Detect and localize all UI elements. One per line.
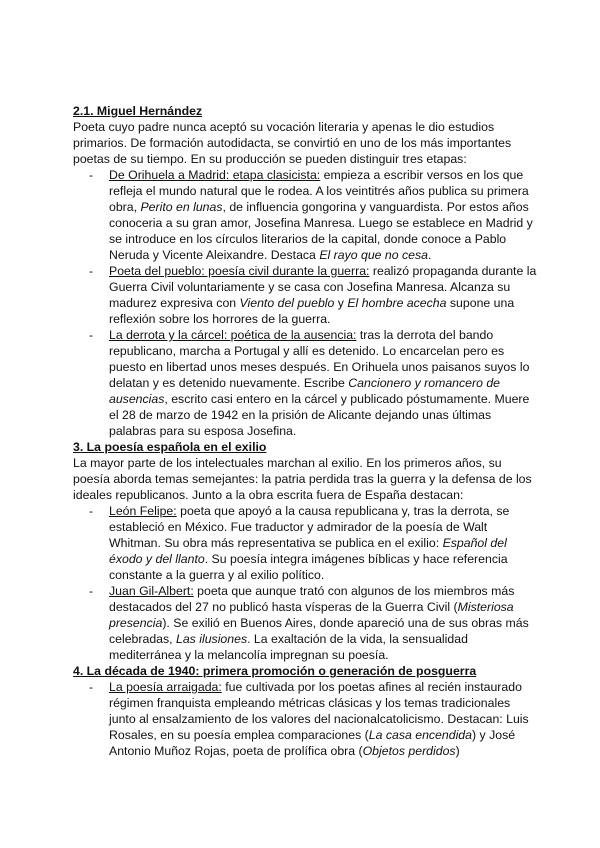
item-text: realizó propaganda durante la Guerra Civil voluntariamente y se casa con Josefina Manresa. Alcanza su madurez expresiva con — [109, 264, 537, 310]
item-text: , de influencia gongorina y vanguardista. Por estos años conoceria a su gran amor, Josefina Manresa. Luego se establece en Madrid y se introduce en los círculos literarios de la capital, donde conoce a Pablo Neruda y Vicente Aleixandre. Destaca — [109, 200, 533, 262]
item-text: fue cultivada por los poetas afines al recién instaurado régimen franquista empleando métricas clásicas y los temas tradicionales junto al ensalzamiento de los valores del nacionalcatolicismo. Destacan: Luis Rosales, en su poesía emplea comparaciones ( — [109, 680, 529, 742]
list-item — [109, 503, 540, 583]
section-heading: 2.1. Miguel Hernández — [73, 104, 203, 118]
item-label: Poeta del pueblo: poesía civil durante la guerra: — [109, 264, 370, 278]
work-title: Misteriosa presencia — [109, 600, 514, 630]
work-title: Español del éxodo y del llanto — [109, 536, 507, 566]
work-title: La casa encendida — [368, 728, 472, 742]
work-title: Perito en lunas — [140, 200, 223, 214]
work-title: El hombre acecha — [347, 296, 447, 310]
item-label: La derrota y la cárcel: poética de la ausencia: — [109, 328, 357, 342]
work-title: El rayo que no cesa — [319, 248, 429, 262]
bullet-list — [73, 679, 540, 759]
section-intro: Poeta cuyo padre nunca aceptó su vocación literaria y apenas le dio estudios primarios. De formación autodidacta, se convirtió en uno de los más importantes poetas de su tiempo. En su producción se pueden distinguir tres etapas: — [73, 120, 512, 166]
list-item — [109, 327, 540, 439]
item-text: . — [428, 248, 432, 262]
list-item — [109, 263, 540, 327]
bullet-list — [73, 167, 540, 439]
section-intro: La mayor parte de los intelectuales marchan al exilio. En los primeros años, su poesía aborda temas semejantes: la patria perdida tras la guerra y la defensa de los ideales republicanos. Junto a la obra escrita fuera de España destacan: — [73, 456, 532, 502]
item-text: supone una reflexión sobre los horrores de la guerra. — [109, 296, 515, 326]
list-item — [109, 167, 540, 263]
section-heading: 3. La poesía española en el exilio — [73, 440, 267, 454]
item-text: ) — [455, 744, 460, 758]
item-text: poeta que apoyó a la causa republicana y, tras la derrota, se estableció en México. Fue traductor y admirador de la poesía de Walt Whitman. Su obra más representativa se publica en el exilio: — [109, 504, 510, 550]
work-title: Objetos perdidos — [362, 744, 456, 758]
item-text: poeta que aunque trató con algunos de los miembros más destacados del 27 no publicó hasta vísperas de la Guerra Civil ( — [109, 584, 515, 614]
item-text: , escrito casi entero en la cárcel y publicado póstumamente. Muere el 28 de marzo de 1942 en la prisión de Alicante dejando unas últimas palabras para su esposa Josefina. — [109, 392, 530, 438]
item-label: Juan Gil-Albert: — [109, 584, 194, 598]
item-label: León Felipe: — [109, 504, 177, 518]
section-heading: 4. La década de 1940: primera promoción o generación de posguerra — [73, 664, 477, 678]
list-item — [109, 583, 540, 663]
item-text: tras la derrota del bando republicano, marcha a Portugal y allí es detenido. Lo encarcelan pero es puesto en libertad unos meses después. En Orihuela unos paisanos suyos lo delatan y es detenido nuevamente. Escribe — [109, 328, 530, 390]
list-item — [109, 679, 540, 759]
item-text: ) y José Antonio Muñoz Rojas, poeta de prolífica obra ( — [109, 728, 516, 758]
work-title: Viento del pueblo — [239, 296, 335, 310]
item-text: ). Se exilió en Buenos Aires, donde apareció una de sus obras más celebradas, — [109, 616, 529, 646]
item-text: . Su poesía integra imágenes bíblicas y hace referencia constante a la guerra y al exilio político. — [109, 552, 508, 582]
item-label: De Orihuela a Madrid: etapa clasicista: — [109, 168, 321, 182]
work-title: Cancionero y romancero de ausencias — [109, 376, 501, 406]
item-label: La poesía arraigada: — [109, 680, 222, 694]
item-text: y — [334, 296, 348, 310]
item-text: empieza a escribir versos en los que refleja el mundo natural que le rodea. A los veintitrés años publica su primera obra, — [109, 168, 529, 214]
bullet-list — [73, 503, 540, 663]
item-text: . La exaltación de la vida, la sensualidad mediterránea y la melancolía impregnan su poesía. — [109, 632, 468, 662]
work-title: Las ilusiones — [176, 632, 248, 646]
